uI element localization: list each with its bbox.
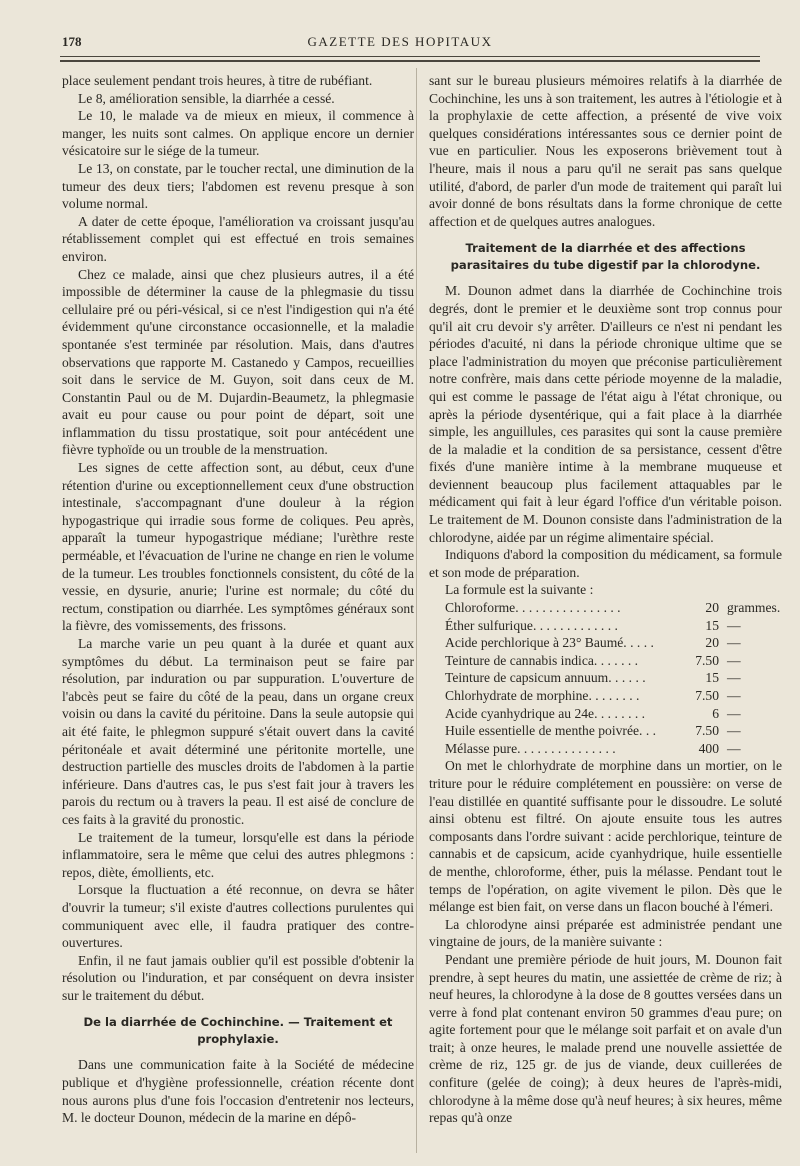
column-divider	[416, 68, 417, 1153]
formula-unit: —	[727, 670, 741, 686]
formula-quantity: 15	[705, 670, 719, 686]
header-rule-double	[60, 60, 760, 62]
page-number: 178	[62, 34, 82, 49]
left-paragraph-4: Le 13, on constate, par le toucher rectal, une diminution de la tumeur des deux tiers; l'abdomen est revenu presque à son volume normal.	[62, 160, 414, 212]
right-intro-paragraph: sant sur le bureau plusieurs mémoires relatifs à la diarrhée de Cochinchine, les uns à son traitement, les autres à l'étiologie et à la prophylaxie de cette affection, a présenté de vive voix quelques considérations intéressantes sous ce dernier point de vue en particulier. Nous les exposerons brièvement tout à l'heure, mais il nous a paru qu'il ne serait pas sans quelque utilité, d'abord, de parler d'un mode de traitement qui paraît lui avoir donné de bons résultats dans la forme chronique de cette affection et de quelques autres analogues.	[429, 73, 782, 229]
left-paragraph-9: Le traitement de la tumeur, lorsqu'elle est dans la période inflammatoire, sera le même que celui des autres phlegmons : repos, diète, émollients, etc.	[62, 829, 414, 880]
formula-unit: grammes.	[727, 600, 781, 616]
formula-unit: —	[727, 723, 741, 739]
formula-row	[445, 634, 782, 652]
left-paragraph-3: Le 10, le malade va de mieux en mieux, il commence à manger, les nuits sont calmes. On applique encore un dernier vésicatoire sur le siége de la tumeur.	[62, 108, 414, 159]
left-paragraph-11: Enfin, il ne faut jamais oublier qu'il est possible d'obtenir la résolution ou l'induration, et par conséquent on devra insister sur le traitement du début.	[62, 952, 414, 1003]
right-column	[429, 72, 782, 1127]
section-heading-chlorodyne: Traitement de la diarrhée et des affections parasitaires du tube digestif par la chlorodyne.	[450, 241, 761, 273]
formula-row	[445, 652, 782, 670]
formula-ingredient: Teinture de capsicum annuum. . . . . .	[445, 670, 646, 686]
formula-quantity: 15	[705, 617, 719, 633]
right-paragraph-4: On met le chlorhydrate de morphine dans un mortier, on le triture pour le réduire complétement en poussière: on verse de l'eau distillée en quantité suffisante pour le dissoudre. Le soluté ainsi obtenu est filtré. On ajoute ensuite tous les autres composants dans l'ordre suivant : acide perchlorique, teinture de cannabis et de capsicum, acide cyanhydrique, huile essentielle de menthe, chloroforme, éther, puis la mélasse. Pendant tout le temps de l'opération, on agite vivement le pilon. Dès que le mélange est bien fait, on verse dans un flacon bouché à l'émeri.	[429, 758, 782, 915]
formula-row	[445, 617, 782, 635]
formula-row	[445, 687, 782, 705]
left-paragraph-7: Les signes de cette affection sont, au début, ceux d'une rétention d'urine ou exceptionnellement ceux d'une obstruction intestinale, s'accompagnant d'une douleur à la région hypogastrique qui irradie sous forme de coliques. Peu après, apparaît la tumeur hypogastrique médiane; l'urèthre reste perméable, et l'évacuation de l'urine ne change en rien le volume de la tumeur. Les troubles fonctionnels consistent, du côté de la vessie, en dysurie, anurie; l'urine est normale; du côté du rectum, constipation ou diarrhée. Les symptômes généraux sont la fièvre, des vomissements, des frissons.	[62, 460, 414, 634]
formula-quantity: 20	[705, 635, 719, 651]
formula-row	[445, 599, 782, 617]
formula-unit: —	[727, 740, 741, 756]
formula-ingredient: Acide perchlorique à 23° Baumé. . . . .	[445, 635, 654, 651]
formula-table	[445, 599, 782, 757]
formula-ingredient: Mélasse pure. . . . . . . . . . . . . . .	[445, 740, 616, 756]
formula-row	[445, 740, 782, 758]
formula-unit: —	[727, 635, 741, 651]
formula-row	[445, 705, 782, 723]
right-paragraph-5: La chlorodyne ainsi préparée est administrée pendant une vingtaine de jours, de la manière suivante :	[429, 916, 782, 950]
header-rule	[60, 56, 760, 57]
formula-quantity: 20	[705, 600, 719, 616]
formula-row	[445, 669, 782, 687]
right-paragraph-3: La formule est la suivante :	[445, 582, 594, 598]
formula-quantity: 7.50	[695, 652, 719, 668]
left-paragraph-5: A dater de cette époque, l'amélioration va croissant jusqu'au rétablissement complet qui est effectué en trois semaines environ.	[62, 213, 414, 264]
right-paragraph-6: Pendant une première période de huit jours, M. Dounon fait prendre, à sept heures du matin, une assiettée de crème de riz; à neuf heures, la chlorodyne à la dose de 8 gouttes versées dans un verre à fond plat contenant environ 50 grammes d'eau pure; on agite fortement pour que le mélange soit parfait et on avale d'un trait; à onze heures, le malade prend une nouvelle assiettée de crème de riz, 125 gr. de jus de viande, deux cuillerées de confiture (gelée de coing); à deux heures de l'après-midi, chlorodyne à la même dose qu'à neuf heures; à six heures, même repas qu'à onze	[429, 951, 782, 1126]
running-title: GAZETTE DES HOPITAUX	[307, 34, 493, 49]
formula-quantity: 6	[712, 705, 719, 721]
formula-unit: —	[727, 617, 741, 633]
formula-ingredient: Chloroforme. . . . . . . . . . . . . . . .	[445, 600, 621, 616]
left-paragraph-10: Lorsque la fluctuation a été reconnue, on devra se hâter d'ouvrir la tumeur; s'il existe d'autres collections purulentes qui communiquent avec elle, il faudra pratiquer des contre-ouvertures.	[62, 882, 414, 951]
formula-quantity: 400	[698, 740, 719, 756]
formula-ingredient: Acide cyanhydrique au 24e. . . . . . . .	[445, 705, 646, 721]
formula-unit: —	[727, 652, 741, 668]
right-paragraph-2: Indiquons d'abord la composition du médicament, sa formule et son mode de préparation.	[429, 547, 782, 580]
formula-ingredient: Teinture de cannabis indica. . . . . . .	[445, 652, 639, 668]
section-heading-cochinchine: De la diarrhée de Cochinchine. — Traitement et prophylaxie.	[83, 1015, 393, 1047]
left-paragraph-2: Le 8, amélioration sensible, la diarrhée a cessé.	[78, 90, 335, 106]
formula-ingredient: Éther sulfurique. . . . . . . . . . . . .	[445, 617, 618, 633]
formula-ingredient: Huile essentielle de menthe poivrée. . .	[445, 723, 657, 739]
left-paragraph-12: Dans une communication faite à la Société de médecine publique et d'hygiène professionnelle, création récente dont nous aurons plus d'une fois l'occasion d'entretenir nos lecteurs, M. le docteur Dounon, médecin de la marine en dépô-	[62, 1057, 414, 1126]
formula-ingredient: Chlorhydrate de morphine. . . . . . . .	[445, 688, 640, 703]
right-paragraph-1: M. Dounon admet dans la diarrhée de Cochinchine trois degrés, dont le premier et le deuxième sont trop connus pour qu'il ait cru devoir s'y arrêter. D'ailleurs ce n'est ni pendant les périodes d'acuité, ni dans la période chronique ultime que se place l'administration du moyen que préconise particulièrement notre confrère, mais dans cette période moyenne de la maladie, qui est comme le passage de l'état aigu à l'état chronique, ou après la période dysentérique, qui a fait place à la diarrhée simple, les anguillules, ces parasites qui sont la cause première de la maladie et la condition de sa persistance, cessent d'être fixés d'une manière intime à la membrane muqueuse et deviennent beaucoup plus facilement attaquables par le médicament qui fait à leur égard l'office d'un véritable poison. Le traitement de M. Dounon consiste dans l'administration de la chlorodyne, aidée par un régime alimentaire spécial.	[429, 283, 782, 545]
formula-quantity: 7.50	[695, 723, 719, 739]
left-paragraph-1: place seulement pendant trois heures, à titre de rubéfiant.	[62, 73, 373, 88]
left-paragraph-8: La marche varie un peu quant à la durée et quant aux symptômes du début. La terminaison peut se faire par résolution, par induration ou par suppuration. L'ouverture de l'abcès peut se faire du côté de la peau, dans un organe creux voisin ou dans la cavité du péritoine. Dans la seule autopsie qui ait été faite, le phlegmon suppuré s'était ouvert dans la cavité péritonéale et avait déterminé une péritonite mortelle, une destruction partielle des muscles droits de l'abdomen à la partie inférieure. Dans d'autres cas, le pus s'est fait jour à travers les parois du rectum ou à travers la peau. Il est aisé de conclure de ces faits à la gravité du pronostic.	[62, 636, 414, 827]
left-column	[62, 72, 414, 1127]
formula-unit: —	[727, 705, 741, 721]
formula-unit: —	[727, 688, 741, 703]
formula-quantity: 7.50	[695, 688, 719, 703]
formula-row	[445, 722, 782, 740]
left-paragraph-6: Chez ce malade, ainsi que chez plusieurs autres, il a été impossible de déterminer la cause de la phlegmasie du tissu cellulaire pré ou péri-vésical, si ce n'est l'indigestion qui n'a été évidemment qu'une circonstance occasionnelle, et la maladie spontanée s'est terminée par résolution. Mais, dans d'autres observations que rapporte M. Castanedo y Campos, recueillies soit dans le service de M. Guyon, soit dans ceux de M. Constantin Paul ou de M. Dujardin-Beaumetz, la phlegmasie avait eu pour cause ou pour point de départ, soit une inflammation du tissu prostatique, soit pour antécédent une fièvre typhoïde ou un trouble de la menstruation.	[62, 266, 414, 458]
